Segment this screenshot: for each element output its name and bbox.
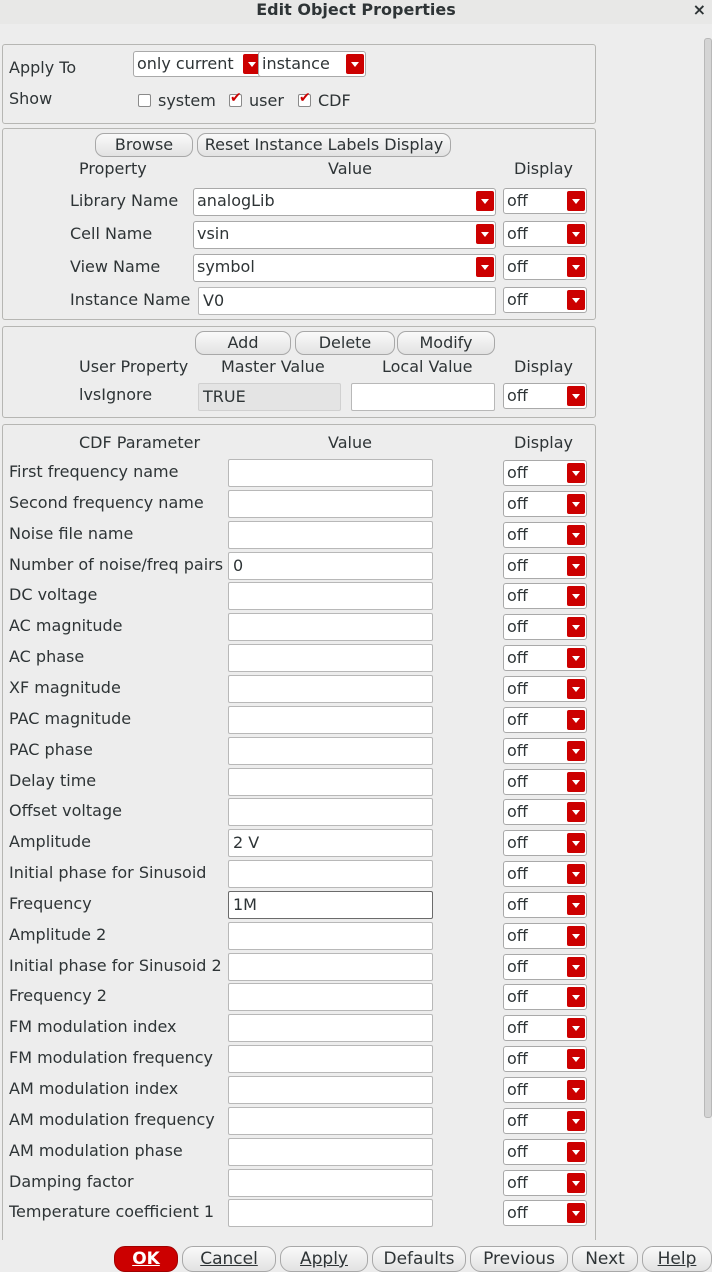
help-button[interactable] [642, 1246, 712, 1272]
library-name-combo[interactable] [193, 188, 496, 216]
chevron-down-icon [567, 1049, 585, 1069]
cdf-value-am-modulation-frequency[interactable] [228, 1107, 433, 1135]
chevron-down-icon [567, 895, 585, 915]
display-value: off [507, 895, 528, 914]
cdf-label-noise-file-name: Noise file name [9, 524, 134, 543]
display-value: off [507, 1173, 528, 1192]
chevron-down-icon [567, 525, 585, 545]
cdf-label-amplitude-2: Amplitude 2 [9, 925, 107, 944]
col-display: Display [514, 357, 573, 376]
cdf-value-fm-modulation-index[interactable] [228, 1014, 433, 1042]
chevron-down-icon [567, 586, 585, 606]
cdf-label-xf-magnitude: XF magnitude [9, 678, 121, 697]
chevron-down-icon [567, 257, 585, 277]
cell-name-combo[interactable] [193, 221, 496, 249]
close-icon[interactable]: × [692, 0, 706, 19]
cdf-value-ac-magnitude[interactable] [228, 613, 433, 641]
cdf-value-first-frequency-name[interactable] [228, 459, 433, 487]
cdf-display-fm-modulation-index[interactable] [503, 1015, 587, 1041]
cdf-value-number-of-noise-freq-pairs[interactable]: 0 [228, 552, 433, 580]
cdf-label-pac-magnitude: PAC magnitude [9, 709, 132, 728]
cdf-display-amplitude-2[interactable] [503, 923, 587, 949]
display-value: off [507, 741, 528, 760]
cdf-display-temperature-coefficient-1[interactable] [503, 1200, 587, 1226]
chevron-down-icon [567, 386, 585, 406]
cdf-value-amplitude[interactable]: 2 V [228, 829, 433, 857]
cdf-value-fm-modulation-frequency[interactable] [228, 1045, 433, 1073]
cdf-label-number-of-noise-freq-pairs: Number of noise/freq pairs [9, 555, 224, 574]
instance-name-field[interactable]: V0 [198, 287, 496, 315]
cdf-display-pac-magnitude[interactable] [503, 707, 587, 733]
cdf-label-am-modulation-phase: AM modulation phase [9, 1141, 183, 1160]
chevron-down-icon [567, 1173, 585, 1193]
show-label: Show [9, 89, 53, 108]
cdf-value-ac-phase[interactable] [228, 644, 433, 672]
col-value: Value [328, 433, 372, 452]
cdf-display-amplitude[interactable] [503, 830, 587, 856]
cell-name-value: vsin [197, 224, 230, 243]
cdf-display-noise-file-name[interactable] [503, 522, 587, 548]
col-user-property: User Property [79, 357, 189, 376]
master-value-field: TRUE [198, 383, 341, 411]
cdf-label-fm-modulation-frequency: FM modulation frequency [9, 1048, 213, 1067]
cdf-checkbox[interactable] [298, 94, 311, 107]
display-value: off [507, 679, 528, 698]
cdf-value-delay-time[interactable] [228, 768, 433, 796]
view-name-combo[interactable] [193, 254, 496, 282]
display-value: off [507, 957, 528, 976]
cdf-label-damping-factor: Damping factor [9, 1172, 134, 1191]
apply-scope-dropdown[interactable] [258, 51, 366, 77]
cdf-display-damping-factor[interactable] [503, 1170, 587, 1196]
cdf-display-delay-time[interactable] [503, 769, 587, 795]
cdf-display-am-modulation-phase[interactable] [503, 1139, 587, 1165]
library-display-dropdown[interactable] [503, 188, 587, 214]
cdf-label-dc-voltage: DC voltage [9, 585, 98, 604]
cdf-label-delay-time: Delay time [9, 771, 97, 790]
chevron-down-icon [567, 1142, 585, 1162]
cdf-display-initial-phase-for-sinusoid[interactable] [503, 861, 587, 887]
col-display: Display [514, 159, 573, 178]
chevron-down-icon [567, 710, 585, 730]
cdf-value-temperature-coefficient-1[interactable] [228, 1199, 433, 1227]
instance-name-label: Instance Name [70, 290, 191, 309]
apply-label: Apply [300, 1249, 348, 1269]
cdf-parameter-panel [2, 424, 596, 1240]
display-value: off [507, 833, 528, 852]
chevron-down-icon [567, 648, 585, 668]
display-value: off [507, 1203, 528, 1222]
display-value: off [507, 648, 528, 667]
ok-button[interactable]: OK [114, 1246, 178, 1272]
lvsignore-label: lvsIgnore [79, 385, 153, 404]
cdf-value-frequency[interactable]: 1M [228, 891, 433, 919]
cdf-display-dc-voltage[interactable] [503, 583, 587, 609]
cdf-checkbox-label: CDF [318, 91, 351, 110]
cdf-display-am-modulation-frequency[interactable] [503, 1108, 587, 1134]
title-bar [0, 0, 712, 24]
cdf-label-initial-phase-for-sinusoid: Initial phase for Sinusoid [9, 863, 207, 882]
display-value: off [507, 772, 528, 791]
chevron-down-icon [567, 833, 585, 853]
help-label: Help [657, 1249, 697, 1269]
col-cdf-parameter: CDF Parameter [79, 433, 201, 452]
cdf-label-offset-voltage: Offset voltage [9, 801, 122, 820]
cdf-label-temperature-coefficient-1: Temperature coefficient 1 [9, 1202, 215, 1221]
display-value: off [507, 926, 528, 945]
col-local-value: Local Value [382, 357, 473, 376]
chevron-down-icon [567, 617, 585, 637]
scrollbar-thumb[interactable] [704, 38, 712, 1118]
display-value: off [507, 987, 528, 1006]
cdf-value-am-modulation-phase[interactable] [228, 1138, 433, 1166]
cdf-value-dc-voltage[interactable] [228, 582, 433, 610]
defaults-button[interactable]: Defaults [372, 1246, 466, 1272]
cdf-value-offset-voltage[interactable] [228, 798, 433, 826]
display-value: off [507, 556, 528, 575]
cdf-display-offset-voltage[interactable] [503, 799, 587, 825]
display-value: off [507, 802, 528, 821]
display-value: off [507, 864, 528, 883]
col-display: Display [514, 433, 573, 452]
display-value: off [507, 1080, 528, 1099]
display-value: off [507, 224, 528, 243]
chevron-down-icon [567, 926, 585, 946]
chevron-down-icon [476, 191, 494, 211]
cdf-display-initial-phase-for-sinusoid-2[interactable] [503, 954, 587, 980]
local-value-field[interactable] [351, 383, 495, 411]
display-value: off [507, 257, 528, 276]
chevron-down-icon [346, 54, 364, 74]
apply-to-label: Apply To [9, 58, 77, 77]
display-value: off [507, 617, 528, 636]
reset-labels-button[interactable]: Reset Instance Labels Display [197, 133, 451, 157]
chevron-down-icon [567, 1111, 585, 1131]
view-display-dropdown[interactable] [503, 254, 587, 280]
dialog-content [0, 28, 700, 1240]
cdf-value-frequency-2[interactable] [228, 983, 433, 1011]
apply-panel [2, 44, 596, 124]
display-value: off [507, 1049, 528, 1068]
cdf-display-fm-modulation-frequency[interactable] [503, 1046, 587, 1072]
cell-display-dropdown[interactable] [503, 221, 587, 247]
cdf-value-xf-magnitude[interactable] [228, 675, 433, 703]
cdf-label-initial-phase-for-sinusoid-2: Initial phase for Sinusoid 2 [9, 956, 222, 975]
view-name-label: View Name [70, 257, 161, 276]
view-name-value: symbol [197, 257, 255, 276]
system-checkbox[interactable] [138, 94, 151, 107]
cdf-display-second-frequency-name[interactable] [503, 491, 587, 517]
cdf-label-amplitude: Amplitude [9, 832, 91, 851]
user-checkbox-label: user [249, 91, 284, 110]
apply-button[interactable] [280, 1246, 368, 1272]
cancel-label: Cancel [200, 1249, 258, 1269]
cdf-label-am-modulation-frequency: AM modulation frequency [9, 1110, 215, 1129]
chevron-down-icon [476, 257, 494, 277]
cdf-display-ac-magnitude[interactable] [503, 614, 587, 640]
apply-to-dropdown[interactable] [133, 51, 263, 77]
cdf-label-frequency: Frequency [9, 894, 92, 913]
cdf-label-first-frequency-name: First frequency name [9, 462, 179, 481]
cdf-label-frequency-2: Frequency 2 [9, 986, 107, 1005]
add-button[interactable]: Add [195, 331, 291, 355]
cdf-value-pac-phase[interactable] [228, 737, 433, 765]
cdf-display-frequency[interactable] [503, 892, 587, 918]
chevron-down-icon [567, 772, 585, 792]
chevron-down-icon [567, 556, 585, 576]
chevron-down-icon [567, 802, 585, 822]
cdf-value-pac-magnitude[interactable] [228, 706, 433, 734]
library-name-label: Library Name [70, 191, 179, 210]
display-value: off [507, 463, 528, 482]
chevron-down-icon [567, 679, 585, 699]
cdf-display-xf-magnitude[interactable] [503, 676, 587, 702]
display-value: off [507, 494, 528, 513]
system-checkbox-label: system [158, 91, 216, 110]
browse-button[interactable]: Browse [95, 133, 193, 157]
chevron-down-icon [567, 864, 585, 884]
cdf-value-damping-factor[interactable] [228, 1169, 433, 1197]
chevron-down-icon [567, 224, 585, 244]
delete-button[interactable]: Delete [295, 331, 395, 355]
cdf-display-am-modulation-index[interactable] [503, 1077, 587, 1103]
next-button[interactable]: Next [572, 1246, 638, 1272]
chevron-down-icon [567, 494, 585, 514]
modify-button[interactable]: Modify [397, 331, 495, 355]
chevron-down-icon [567, 987, 585, 1007]
apply-scope-value: instance [262, 54, 330, 73]
cdf-label-ac-magnitude: AC magnitude [9, 616, 123, 635]
cdf-display-number-of-noise-freq-pairs[interactable] [503, 553, 587, 579]
cdf-label-ac-phase: AC phase [9, 647, 85, 666]
previous-button[interactable]: Previous [470, 1246, 568, 1272]
display-value: off [507, 525, 528, 544]
chevron-down-icon [476, 224, 494, 244]
display-value: off [507, 1111, 528, 1130]
display-value: off [507, 386, 528, 405]
cdf-value-second-frequency-name[interactable] [228, 490, 433, 518]
cdf-value-initial-phase-for-sinusoid-2[interactable] [228, 953, 433, 981]
cdf-display-pac-phase[interactable] [503, 738, 587, 764]
cell-name-label: Cell Name [70, 224, 153, 243]
display-value: off [507, 1018, 528, 1037]
display-value: off [507, 290, 528, 309]
cdf-display-frequency-2[interactable] [503, 984, 587, 1010]
chevron-down-icon [567, 290, 585, 310]
display-value: off [507, 1142, 528, 1161]
display-value: off [507, 710, 528, 729]
chevron-down-icon [567, 1080, 585, 1100]
cdf-value-am-modulation-index[interactable] [228, 1076, 433, 1104]
cdf-display-first-frequency-name[interactable] [503, 460, 587, 486]
cdf-value-initial-phase-for-sinusoid[interactable] [228, 860, 433, 888]
col-master-value: Master Value [221, 357, 325, 376]
display-value: off [507, 586, 528, 605]
chevron-down-icon [567, 741, 585, 761]
chevron-down-icon [567, 191, 585, 211]
chevron-down-icon [567, 1203, 585, 1223]
cdf-label-am-modulation-index: AM modulation index [9, 1079, 179, 1098]
cdf-value-noise-file-name[interactable] [228, 521, 433, 549]
chevron-down-icon [567, 1018, 585, 1038]
user-display-dropdown[interactable] [503, 383, 587, 409]
user-checkbox[interactable] [229, 94, 242, 107]
display-value: off [507, 191, 528, 210]
scrollbar[interactable] [702, 38, 712, 1238]
cdf-display-ac-phase[interactable] [503, 645, 587, 671]
col-value: Value [328, 159, 372, 178]
cdf-label-second-frequency-name: Second frequency name [9, 493, 204, 512]
property-panel [2, 128, 596, 320]
cancel-button[interactable] [182, 1246, 276, 1272]
library-name-value: analogLib [197, 191, 275, 210]
col-property: Property [79, 159, 147, 178]
chevron-down-icon [567, 463, 585, 483]
cdf-value-amplitude-2[interactable] [228, 922, 433, 950]
chevron-down-icon [567, 957, 585, 977]
user-property-panel [2, 326, 596, 418]
cdf-label-pac-phase: PAC phase [9, 740, 93, 759]
cdf-label-fm-modulation-index: FM modulation index [9, 1017, 177, 1036]
apply-to-value: only current [137, 54, 234, 73]
instance-display-dropdown[interactable] [503, 287, 587, 313]
window-title: Edit Object Properties [256, 0, 456, 19]
